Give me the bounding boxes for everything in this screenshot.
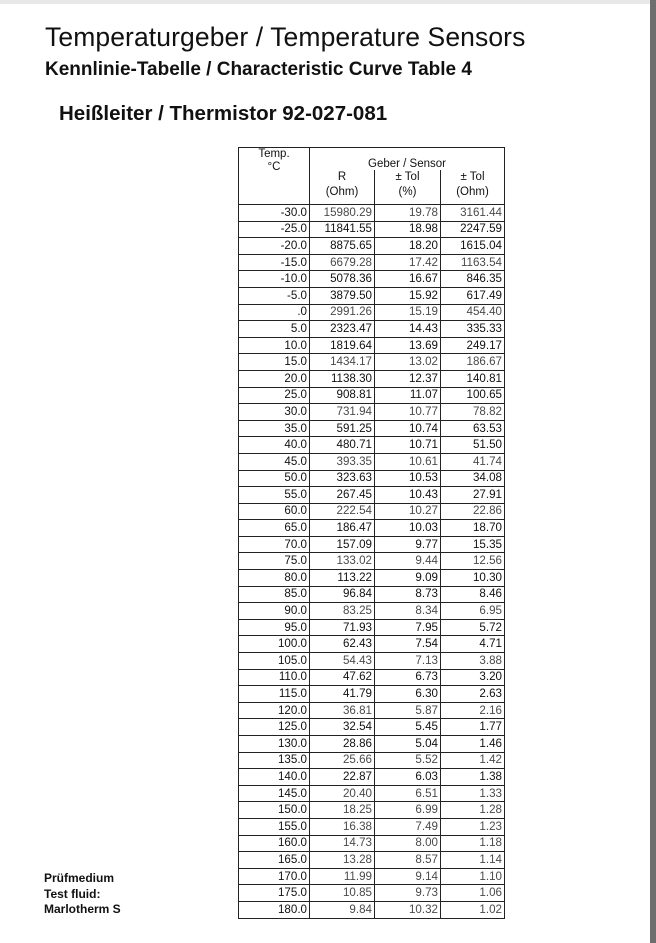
tolerance-ohm-cell: 51.50 <box>441 437 505 454</box>
temperature-cell: 180.0 <box>239 901 310 918</box>
tolerance-percent-cell: 7.54 <box>375 636 441 653</box>
tolerance-ohm-cell: 1.46 <box>441 736 505 753</box>
table-row <box>239 536 505 553</box>
table-row <box>239 619 505 636</box>
tolerance-ohm-cell: 10.30 <box>441 570 505 587</box>
table-row <box>239 785 505 802</box>
resistance-cell: 13.28 <box>310 852 375 869</box>
resistance-cell: 393.35 <box>310 453 375 470</box>
temperature-cell: 5.0 <box>239 321 310 338</box>
resistance-cell: 1819.64 <box>310 337 375 354</box>
column-header-unit: (%) <box>398 186 417 198</box>
temperature-cell: 140.0 <box>239 769 310 786</box>
temperature-cell: 90.0 <box>239 603 310 620</box>
tolerance-percent-cell: 13.02 <box>375 354 441 371</box>
resistance-cell: 5078.36 <box>310 271 375 288</box>
tolerance-percent-cell: 8.57 <box>375 852 441 869</box>
temperature-cell: -15.0 <box>239 254 310 271</box>
resistance-cell: 8875.65 <box>310 238 375 255</box>
tolerance-percent-cell: 8.00 <box>375 835 441 852</box>
document-title: Temperaturgeber / Temperature Sensors <box>45 22 526 52</box>
tolerance-ohm-cell: 78.82 <box>441 404 505 421</box>
temperature-cell: -10.0 <box>239 271 310 288</box>
tolerance-ohm-cell: 1615.04 <box>441 238 505 255</box>
temperature-cell: -25.0 <box>239 221 310 238</box>
table-row <box>239 868 505 885</box>
resistance-cell: 6679.28 <box>310 254 375 271</box>
tolerance-percent-cell: 9.73 <box>375 885 441 902</box>
temperature-cell: 125.0 <box>239 719 310 736</box>
tolerance-ohm-cell: 3.20 <box>441 669 505 686</box>
test-fluid-note <box>44 871 121 918</box>
tolerance-percent-cell: 8.34 <box>375 603 441 620</box>
tolerance-ohm-cell: 617.49 <box>441 287 505 304</box>
resistance-cell: 133.02 <box>310 553 375 570</box>
scan-right-edge <box>650 0 656 943</box>
resistance-cell: 14.73 <box>310 835 375 852</box>
tolerance-ohm-cell: 1.06 <box>441 885 505 902</box>
table-row <box>239 736 505 753</box>
tolerance-ohm-cell: 41.74 <box>441 453 505 470</box>
tolerance-ohm-cell: 1.77 <box>441 719 505 736</box>
resistance-cell: 113.22 <box>310 570 375 587</box>
tolerance-ohm-cell: 1.02 <box>441 901 505 918</box>
table-row <box>239 254 505 271</box>
resistance-cell: 9.84 <box>310 901 375 918</box>
tolerance-percent-cell: 17.42 <box>375 254 441 271</box>
tolerance-ohm-cell: 846.35 <box>441 271 505 288</box>
column-header-name: R <box>337 171 347 183</box>
column-header-name: ± Tol <box>460 171 485 183</box>
tolerance-ohm-cell: 3161.44 <box>441 205 505 222</box>
temperature-cell: 165.0 <box>239 852 310 869</box>
resistance-cell: 47.62 <box>310 669 375 686</box>
temperature-cell: 35.0 <box>239 420 310 437</box>
temperature-cell: 30.0 <box>239 404 310 421</box>
tolerance-ohm-cell: 1.38 <box>441 769 505 786</box>
tolerance-ohm-cell: 12.56 <box>441 553 505 570</box>
tolerance-percent-cell: 8.73 <box>375 586 441 603</box>
document-subtitle: Kennlinie-Tabelle / Characteristic Curve Table 4 <box>45 59 472 80</box>
table-row <box>239 238 505 255</box>
resistance-cell: 1434.17 <box>310 354 375 371</box>
tolerance-percent-cell: 13.69 <box>375 337 441 354</box>
resistance-cell: 41.79 <box>310 686 375 703</box>
tolerance-percent-cell: 10.74 <box>375 420 441 437</box>
temperature-cell: 85.0 <box>239 586 310 603</box>
resistance-cell: 62.43 <box>310 636 375 653</box>
temperature-cell: 25.0 <box>239 387 310 404</box>
scan-top-edge <box>0 0 656 4</box>
tolerance-percent-cell: 5.52 <box>375 752 441 769</box>
resistance-cell: 10.85 <box>310 885 375 902</box>
table-row <box>239 752 505 769</box>
tolerance-ohm-cell: 454.40 <box>441 304 505 321</box>
resistance-cell: 908.81 <box>310 387 375 404</box>
tolerance-ohm-cell: 2.63 <box>441 686 505 703</box>
tolerance-ohm-cell: 1.33 <box>441 785 505 802</box>
table-row <box>239 852 505 869</box>
temperature-cell: -30.0 <box>239 205 310 222</box>
sensor-group-header: Geber / Sensor <box>368 158 446 170</box>
column-header-name: ± Tol <box>395 171 420 183</box>
tolerance-percent-cell: 7.95 <box>375 619 441 636</box>
table-row <box>239 337 505 354</box>
temperature-cell: -5.0 <box>239 287 310 304</box>
resistance-cell: 3879.50 <box>310 287 375 304</box>
tolerance-percent-cell: 5.87 <box>375 702 441 719</box>
temperature-cell: .0 <box>239 304 310 321</box>
table-row <box>239 487 505 504</box>
table-row <box>239 586 505 603</box>
table-row <box>239 702 505 719</box>
resistance-cell: 71.93 <box>310 619 375 636</box>
temperature-cell: 160.0 <box>239 835 310 852</box>
tolerance-percent-cell: 6.03 <box>375 769 441 786</box>
tolerance-percent-cell: 9.44 <box>375 553 441 570</box>
resistance-cell: 54.43 <box>310 653 375 670</box>
resistance-cell: 186.47 <box>310 520 375 537</box>
temperature-cell: 45.0 <box>239 453 310 470</box>
table-row <box>239 354 505 371</box>
tolerance-percent-cell: 16.67 <box>375 271 441 288</box>
table-row <box>239 287 505 304</box>
temperature-cell: 120.0 <box>239 702 310 719</box>
temperature-cell: 115.0 <box>239 686 310 703</box>
tolerance-ohm-cell: 4.71 <box>441 636 505 653</box>
table-row <box>239 370 505 387</box>
temperature-cell: 70.0 <box>239 536 310 553</box>
resistance-cell: 1138.30 <box>310 370 375 387</box>
table-row <box>239 271 505 288</box>
resistance-cell: 18.25 <box>310 802 375 819</box>
tolerance-percent-cell: 15.92 <box>375 287 441 304</box>
resistance-cell: 11.99 <box>310 868 375 885</box>
test-fluid-label-en: Test fluid: <box>44 886 101 901</box>
tolerance-percent-cell: 10.43 <box>375 487 441 504</box>
resistance-column-header <box>310 170 375 205</box>
temperature-cell: 95.0 <box>239 619 310 636</box>
tolerance-percent-cell: 9.77 <box>375 536 441 553</box>
curve-table-body <box>239 205 505 919</box>
table-row <box>239 686 505 703</box>
tolerance-ohm-cell: 18.70 <box>441 520 505 537</box>
temperature-cell: 150.0 <box>239 802 310 819</box>
tolerance-percent-cell: 10.32 <box>375 901 441 918</box>
tolerance-percent-cell: 14.43 <box>375 321 441 338</box>
table-row <box>239 304 505 321</box>
resistance-cell: 2991.26 <box>310 304 375 321</box>
tolerance-ohm-cell: 34.08 <box>441 470 505 487</box>
resistance-cell: 591.25 <box>310 420 375 437</box>
tolerance-percent-cell: 5.45 <box>375 719 441 736</box>
tolerance-ohm-cell: 8.46 <box>441 586 505 603</box>
table-row <box>239 321 505 338</box>
column-header-unit: (Ohm) <box>325 186 359 198</box>
temperature-cell: 175.0 <box>239 885 310 902</box>
table-row <box>239 653 505 670</box>
tolerance-percent-cell: 10.71 <box>375 437 441 454</box>
resistance-cell: 267.45 <box>310 487 375 504</box>
tolerance-percent-cell: 9.09 <box>375 570 441 587</box>
resistance-cell: 32.54 <box>310 719 375 736</box>
table-row <box>239 636 505 653</box>
table-row <box>239 818 505 835</box>
resistance-cell: 480.71 <box>310 437 375 454</box>
tolerance-ohm-cell: 1.14 <box>441 852 505 869</box>
tolerance-percent-cell: 12.37 <box>375 370 441 387</box>
tolerance-ohm-cell: 1163.54 <box>441 254 505 271</box>
temperature-cell: 50.0 <box>239 470 310 487</box>
tolerance-percent-cell: 10.03 <box>375 520 441 537</box>
tolerance-ohm-cell: 335.33 <box>441 321 505 338</box>
tolerance-ohm-cell: 1.10 <box>441 868 505 885</box>
tolerance-percent-cell: 19.78 <box>375 205 441 222</box>
temperature-cell: 170.0 <box>239 868 310 885</box>
tolerance-percent-cell: 6.73 <box>375 669 441 686</box>
tolerance-percent-cell: 18.20 <box>375 238 441 255</box>
resistance-cell: 96.84 <box>310 586 375 603</box>
resistance-cell: 2323.47 <box>310 321 375 338</box>
table-row <box>239 205 505 222</box>
table-row <box>239 420 505 437</box>
resistance-cell: 28.86 <box>310 736 375 753</box>
tolerance-ohm-cell: 1.18 <box>441 835 505 852</box>
table-row <box>239 470 505 487</box>
tolerance-ohm-cell: 140.81 <box>441 370 505 387</box>
tolerance-percent-cell: 6.51 <box>375 785 441 802</box>
temperature-cell: 145.0 <box>239 785 310 802</box>
tolerance-percent-cell: 10.61 <box>375 453 441 470</box>
tolerance-percent-cell: 5.04 <box>375 736 441 753</box>
tolerance-ohm-cell: 22.86 <box>441 503 505 520</box>
temperature-cell: 65.0 <box>239 520 310 537</box>
resistance-cell: 22.87 <box>310 769 375 786</box>
temperature-cell: 130.0 <box>239 736 310 753</box>
tolerance-ohm-cell: 6.95 <box>441 603 505 620</box>
temperature-cell: 80.0 <box>239 570 310 587</box>
temperature-cell: 55.0 <box>239 487 310 504</box>
temperature-cell: 155.0 <box>239 818 310 835</box>
resistance-cell: 11841.55 <box>310 221 375 238</box>
test-fluid-value: Marlotherm S <box>44 902 121 916</box>
tolerance-ohm-cell: 186.67 <box>441 354 505 371</box>
table-row <box>239 719 505 736</box>
table-row <box>239 885 505 902</box>
tolerance-percent-cell: 11.07 <box>375 387 441 404</box>
table-row <box>239 453 505 470</box>
table-row <box>239 835 505 852</box>
temperature-cell: 110.0 <box>239 669 310 686</box>
tolerance-ohm-cell: 2247.59 <box>441 221 505 238</box>
tolerance-percent-cell: 10.27 <box>375 503 441 520</box>
table-row <box>239 387 505 404</box>
temperature-cell: 105.0 <box>239 653 310 670</box>
test-fluid-label-de: Prüfmedium <box>44 871 115 885</box>
characteristic-curve-table <box>238 147 505 919</box>
tolerance-percent-cell: 9.14 <box>375 868 441 885</box>
table-row <box>239 553 505 570</box>
tolerance-ohm-cell: 249.17 <box>441 337 505 354</box>
resistance-cell: 222.54 <box>310 503 375 520</box>
table-row <box>239 221 505 238</box>
temperature-cell: 135.0 <box>239 752 310 769</box>
temperature-header-label: Temp. <box>258 148 290 160</box>
resistance-cell: 83.25 <box>310 603 375 620</box>
temperature-cell: 20.0 <box>239 370 310 387</box>
tolerance-percent-cell: 18.98 <box>375 221 441 238</box>
table-row <box>239 520 505 537</box>
temperature-cell: -20.0 <box>239 238 310 255</box>
tolerance-percent-cell: 7.49 <box>375 818 441 835</box>
tolerance-percent-cell: 15.19 <box>375 304 441 321</box>
table-row <box>239 802 505 819</box>
temperature-header-unit: °C <box>267 161 281 173</box>
table-row <box>239 437 505 454</box>
tolerance-ohm-cell: 3.88 <box>441 653 505 670</box>
table-row <box>239 570 505 587</box>
tolerance-ohm-cell: 15.35 <box>441 536 505 553</box>
resistance-cell: 16.38 <box>310 818 375 835</box>
tolerance-ohm-cell: 2.16 <box>441 702 505 719</box>
temperature-cell: 15.0 <box>239 354 310 371</box>
resistance-cell: 15980.29 <box>310 205 375 222</box>
tolerance-percent-cell: 7.13 <box>375 653 441 670</box>
table-row <box>239 769 505 786</box>
tolerance-percent-cell: 6.99 <box>375 802 441 819</box>
table-row <box>239 669 505 686</box>
tolerance-ohm-column-header <box>441 170 505 205</box>
product-heading: Heißleiter / Thermistor 92-027-081 <box>59 102 388 125</box>
table-row <box>239 901 505 918</box>
tolerance-ohm-cell: 1.42 <box>441 752 505 769</box>
table-row <box>239 503 505 520</box>
resistance-cell: 323.63 <box>310 470 375 487</box>
resistance-cell: 20.40 <box>310 785 375 802</box>
tolerance-percent-cell: 10.77 <box>375 404 441 421</box>
tolerance-ohm-cell: 5.72 <box>441 619 505 636</box>
tolerance-ohm-cell: 27.91 <box>441 487 505 504</box>
resistance-cell: 25.66 <box>310 752 375 769</box>
temperature-cell: 10.0 <box>239 337 310 354</box>
temperature-cell: 40.0 <box>239 437 310 454</box>
tolerance-percent-cell: 6.30 <box>375 686 441 703</box>
table-row <box>239 404 505 421</box>
tolerance-percent-cell: 10.53 <box>375 470 441 487</box>
resistance-cell: 157.09 <box>310 536 375 553</box>
resistance-cell: 36.81 <box>310 702 375 719</box>
tolerance-ohm-cell: 1.23 <box>441 818 505 835</box>
temperature-cell: 75.0 <box>239 553 310 570</box>
table-row <box>239 603 505 620</box>
temperature-cell: 100.0 <box>239 636 310 653</box>
temperature-cell: 60.0 <box>239 503 310 520</box>
resistance-cell: 731.94 <box>310 404 375 421</box>
temperature-column-header <box>239 148 310 205</box>
tolerance-ohm-cell: 63.53 <box>441 420 505 437</box>
column-header-unit: (Ohm) <box>456 186 489 198</box>
tolerance-ohm-cell: 1.28 <box>441 802 505 819</box>
tolerance-ohm-cell: 100.65 <box>441 387 505 404</box>
tolerance-percent-column-header <box>375 170 441 205</box>
